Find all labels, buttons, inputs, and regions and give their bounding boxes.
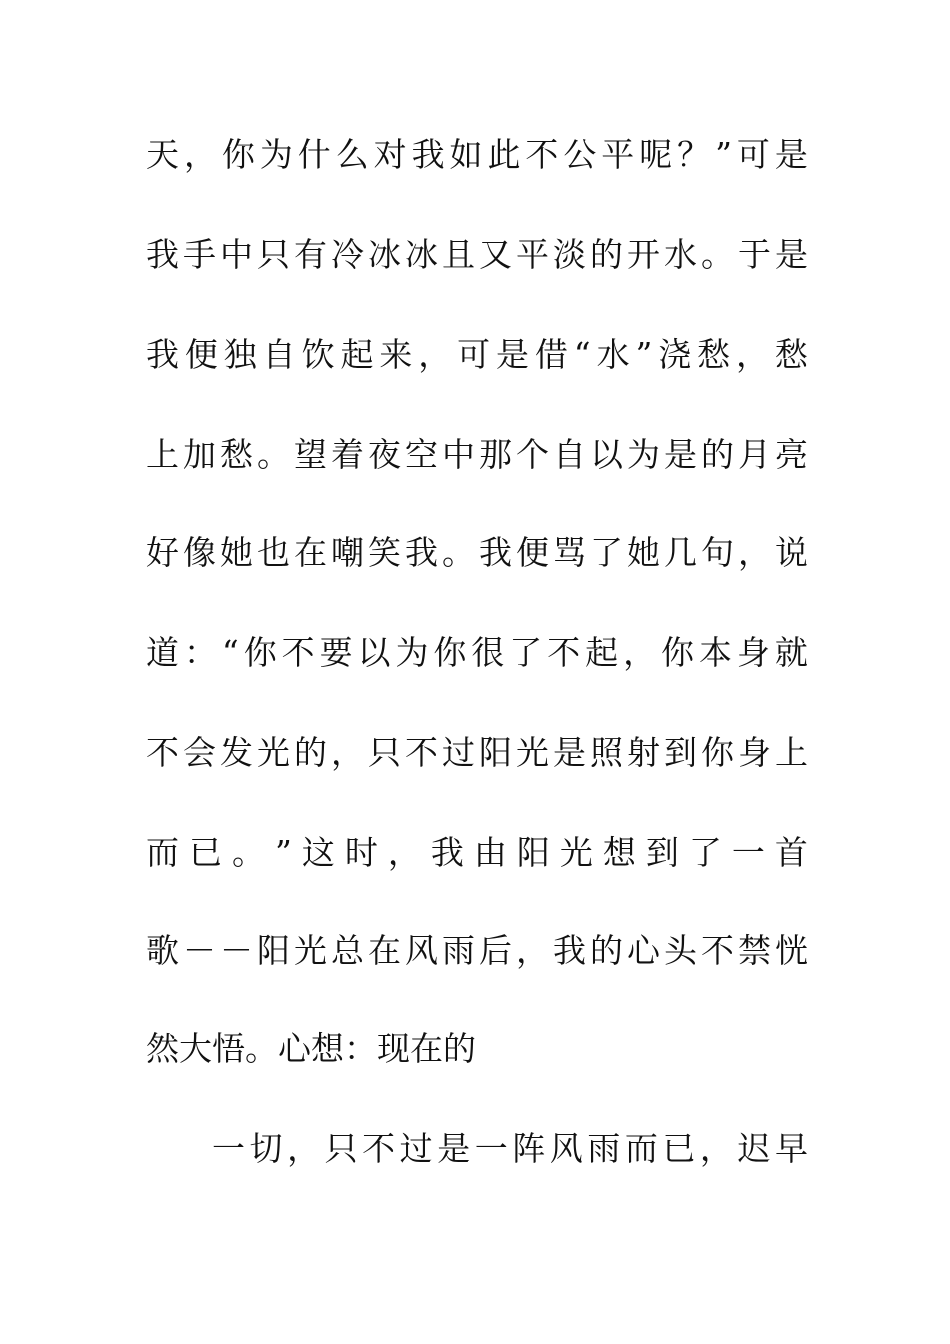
text-line-2: 我 手 中 只 有 冷 冰 冰 且 又 平 淡 的 开 水 。 于 是 [146,235,808,274]
text-line-11-indented: 一 切 ， 只 不 过 是 一 阵 风 雨 而 已 ， 迟 早 [212,1129,808,1168]
text-line-10: 然大悟。心想：现在的 [146,1029,476,1068]
text-line-4: 上 加 愁 。 望 着 夜 空 中 那 个 自 以 为 是 的 月 亮 [146,435,808,474]
text-line-5: 好 像 她 也 在 嘲 笑 我 。 我 便 骂 了 她 几 句 ， 说 [146,533,808,572]
text-line-7: 不 会 发 光 的 ， 只 不 过 阳 光 是 照 射 到 你 身 上 [146,733,808,772]
text-line-8: 而 已 。 ” 这 时 ， 我 由 阳 光 想 到 了 一 首 [146,833,808,872]
text-line-6: 道 ： “ 你 不 要 以 为 你 很 了 不 起 ， 你 本 身 就 [146,633,808,672]
text-line-1: 天 ， 你 为 什 么 对 我 如 此 不 公 平 呢 ？ ” 可 是 [146,135,808,174]
text-line-3: 我 便 独 自 饮 起 来 ， 可 是 借 “ 水 ” 浇 愁 ， 愁 [146,335,808,374]
text-line-9: 歌 － － 阳 光 总 在 风 雨 后 ， 我 的 心 头 不 禁 恍 [146,931,808,970]
